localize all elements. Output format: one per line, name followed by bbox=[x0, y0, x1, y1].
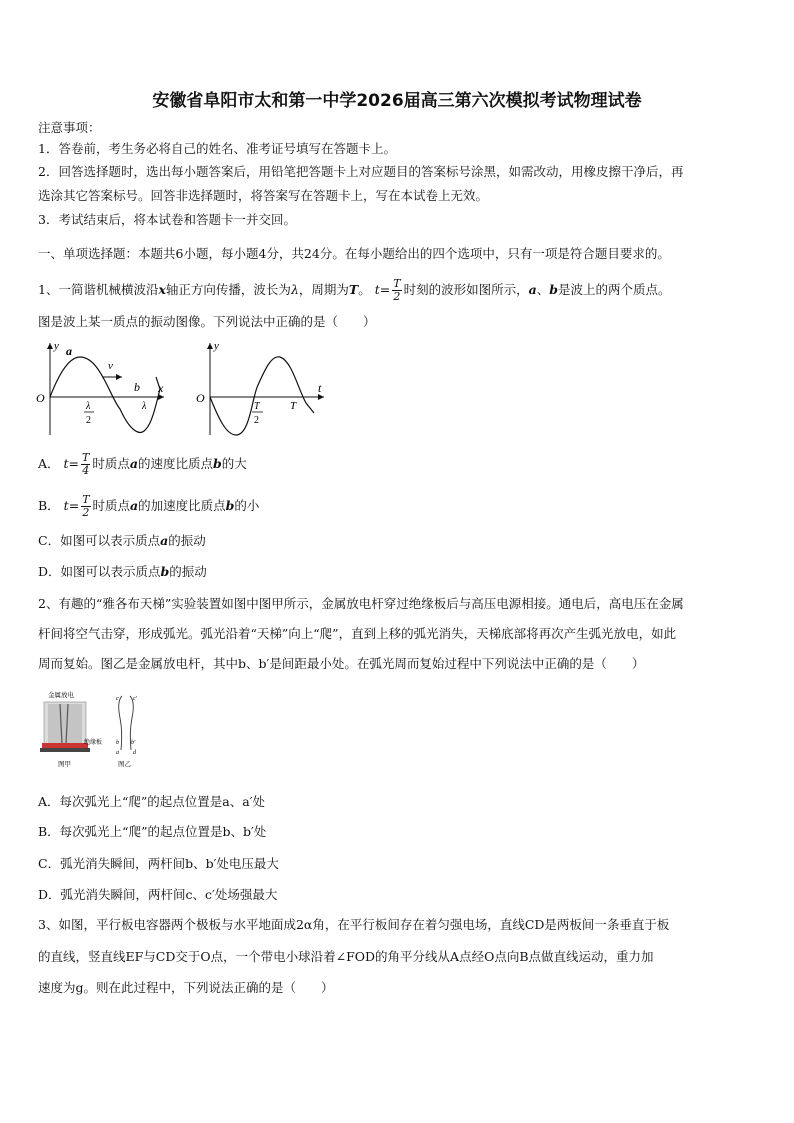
option-label: B． bbox=[38, 498, 60, 513]
apparatus-base bbox=[40, 748, 90, 752]
section-heading: 一、单项选择题：本题共6小题，每小题4分，共24分。在每小题给出的四个选项中，只有一项是符合题目要求的。 bbox=[38, 246, 670, 261]
fig2-tick-T: T bbox=[290, 400, 297, 412]
fraction-denominator: 2 bbox=[393, 290, 401, 303]
fig1-label-y: y bbox=[54, 340, 59, 352]
q2-stem-line2: 杆间将空气击穿，形成弧光。弧光沿着“天梯”向上“爬”，直到上移的弧光消失，天梯底部将再次产生弧光放电，如此 bbox=[38, 626, 677, 641]
velocity-arrowhead bbox=[116, 374, 122, 380]
option-var-t: t bbox=[63, 456, 69, 471]
fig-label-bprime: b′ bbox=[131, 740, 136, 746]
fig1-tick-half-lambda: λ bbox=[86, 401, 91, 412]
q1-stem-text: 轴正方向传播，波长为 bbox=[165, 282, 291, 297]
option-label: C． bbox=[38, 533, 61, 548]
q1-stem-text: 是波上的两个质点。 bbox=[557, 282, 671, 297]
fig1-label-origin: O bbox=[36, 391, 45, 405]
fig2-label-origin: O bbox=[196, 391, 205, 405]
option-text: 时质点 bbox=[92, 498, 131, 513]
fig-rod-label: 金属放电 bbox=[48, 692, 74, 699]
page-title: 安徽省阜阳市太和第一中学2026届高三第六次模拟考试物理试卷 bbox=[152, 91, 642, 111]
fraction-denominator: 4 bbox=[82, 464, 90, 477]
q1-option-c[interactable] bbox=[38, 532, 206, 550]
fig1-tick-half-den: 2 bbox=[86, 415, 91, 426]
vibration-curve bbox=[210, 357, 314, 435]
q1-stem-text: 。 bbox=[358, 282, 371, 297]
option-text: 的振动 bbox=[169, 564, 207, 579]
apparatus-shade bbox=[48, 704, 82, 744]
fig-label-d: d bbox=[133, 750, 136, 756]
fig1-label-v: v bbox=[108, 360, 113, 372]
q2-option-c[interactable]: C．弧光消失瞬间，两杆间b、b′处电压最大 bbox=[38, 856, 279, 871]
wave-curve bbox=[50, 357, 160, 432]
q1-stem-text: 、 bbox=[536, 282, 550, 297]
q1-stem-line2: 图是波上某一质点的振动图像。下列说法中正确的是（ ） bbox=[38, 314, 376, 329]
option-label: A． bbox=[38, 456, 60, 471]
q1-vibration-figure bbox=[196, 339, 330, 439]
fig-label-c: c bbox=[116, 696, 119, 702]
q1-var-T: T bbox=[348, 282, 359, 297]
fig-caption-a: 图甲 bbox=[58, 761, 71, 768]
option-text: 的加速度比质点 bbox=[138, 498, 226, 513]
option-equals: = bbox=[68, 456, 80, 471]
option-equals: = bbox=[68, 498, 80, 513]
q2-option-a[interactable]: A．每次弧光上“爬”的起点位置是a、a′处 bbox=[38, 794, 266, 809]
option-text: 的速度比质点 bbox=[138, 456, 214, 471]
q1-option-a[interactable] bbox=[38, 452, 247, 477]
fig-label-a: a bbox=[116, 750, 119, 756]
fig2-tick-half-den: 2 bbox=[254, 415, 259, 426]
q1-wave-figure bbox=[36, 339, 170, 439]
fig1-label-a: a bbox=[66, 344, 72, 358]
q1-stem-text: 时刻的波形如图所示， bbox=[403, 282, 529, 297]
option-text: 的大 bbox=[221, 456, 247, 471]
q1-point-a: a bbox=[528, 282, 537, 297]
option-point: b bbox=[225, 498, 235, 513]
y-axis-arrow bbox=[207, 343, 213, 349]
q1-point-b: b bbox=[549, 282, 558, 297]
fig2-tick-half-T: T bbox=[254, 401, 260, 412]
option-text: 的小 bbox=[234, 498, 260, 513]
q1-fraction bbox=[392, 278, 401, 303]
option-label: D． bbox=[38, 564, 61, 579]
fraction-denominator: 2 bbox=[82, 506, 90, 519]
option-point: a bbox=[129, 456, 138, 471]
option-fraction bbox=[81, 452, 90, 477]
q1-var-lambda: λ bbox=[290, 282, 299, 297]
notice-item-2-cont: 选涂其它答案标号。回答非选择题时，将答案写在答题卡上，写在本试卷上无效。 bbox=[38, 188, 489, 203]
q2-stem-line3: 周而复始。图乙是金属放电杆，其中b、b′是间距最小处。在弧光周而复始过程中下列说法中正确的是（ ） bbox=[38, 656, 645, 671]
option-text: 如图可以表示质点 bbox=[60, 533, 161, 548]
q3-stem-line2: 的直线，竖直线EF与CD交于O点，一个带电小球沿着∠FOD的角平分线从A点经O点向B点做直线运动，重力加 bbox=[38, 949, 654, 964]
fig-label-b: b bbox=[116, 740, 119, 746]
fig-caption-b: 图乙 bbox=[118, 761, 131, 768]
q2-option-b[interactable]: B．每次弧光上“爬”的起点位置是b、b′处 bbox=[38, 824, 267, 839]
option-text: 如图可以表示质点 bbox=[60, 564, 161, 579]
rod-left-curve bbox=[119, 696, 122, 750]
q1-var-x: x bbox=[158, 282, 166, 297]
option-point: b bbox=[160, 564, 170, 579]
notice-item-1: 1．答卷前，考生务必将自己的姓名、准考证号填写在答题卡上。 bbox=[38, 141, 396, 156]
q1-stem-text: ，周期为 bbox=[298, 282, 349, 297]
y-axis-arrow bbox=[47, 343, 53, 349]
fig-label-cprime: c′ bbox=[133, 696, 137, 702]
q2-jacobs-ladder-figure bbox=[38, 688, 148, 772]
q1-option-b[interactable] bbox=[38, 494, 259, 519]
q1-stem-text: 1、一简谐机械横波沿 bbox=[38, 282, 159, 297]
fraction-numerator: T bbox=[82, 493, 90, 506]
fig1-label-x: x bbox=[158, 381, 164, 395]
fig1-tick-lambda: λ bbox=[142, 401, 147, 412]
notice-heading: 注意事项： bbox=[38, 120, 101, 135]
q2-option-d[interactable]: D．弧光消失瞬间，两杆间c、c′处场强最大 bbox=[38, 887, 278, 902]
option-point: a bbox=[160, 533, 169, 548]
option-text: 的振动 bbox=[168, 533, 206, 548]
option-point: b bbox=[213, 456, 222, 471]
fig2-label-y: y bbox=[214, 340, 219, 352]
q1-equals: = bbox=[379, 282, 391, 297]
q3-stem-line1: 3、如图，平行板电容器两个极板与水平地面成2α角，在平行板间存在着匀强电场，直线CD是两板间一条垂直于板 bbox=[38, 917, 670, 932]
fig1-label-b: b bbox=[134, 380, 140, 394]
option-text: 时质点 bbox=[92, 456, 130, 471]
notice-item-3: 3．考试结束后，将本试卷和答题卡一并交回。 bbox=[38, 212, 296, 227]
option-point: a bbox=[130, 498, 139, 513]
fraction-numerator: T bbox=[82, 451, 90, 464]
q2-stem-line1: 2、有趣的“雅各布天梯”实验装置如图中图甲所示，金属放电杆穿过绝缘板后与高压电源相接。通电后，高电压在金属 bbox=[38, 596, 684, 611]
notice-item-2: 2．回答选择题时，选出每小题答案后，用铅笔把答题卡上对应题目的答案标号涂黑，如需改动，用橡皮擦干净后，再 bbox=[38, 164, 684, 179]
fig-board-label: 绝缘板 bbox=[84, 740, 103, 746]
q1-stem bbox=[38, 278, 670, 303]
fig2-label-t: t bbox=[318, 381, 322, 395]
option-fraction bbox=[81, 494, 90, 519]
q3-stem-line3: 速度为g。则在此过程中，下列说法正确的是（ ） bbox=[38, 980, 334, 995]
q1-var-t: t bbox=[374, 282, 380, 297]
q1-option-d[interactable] bbox=[38, 563, 207, 581]
option-var-t: t bbox=[63, 498, 69, 513]
fraction-numerator: T bbox=[393, 277, 401, 290]
